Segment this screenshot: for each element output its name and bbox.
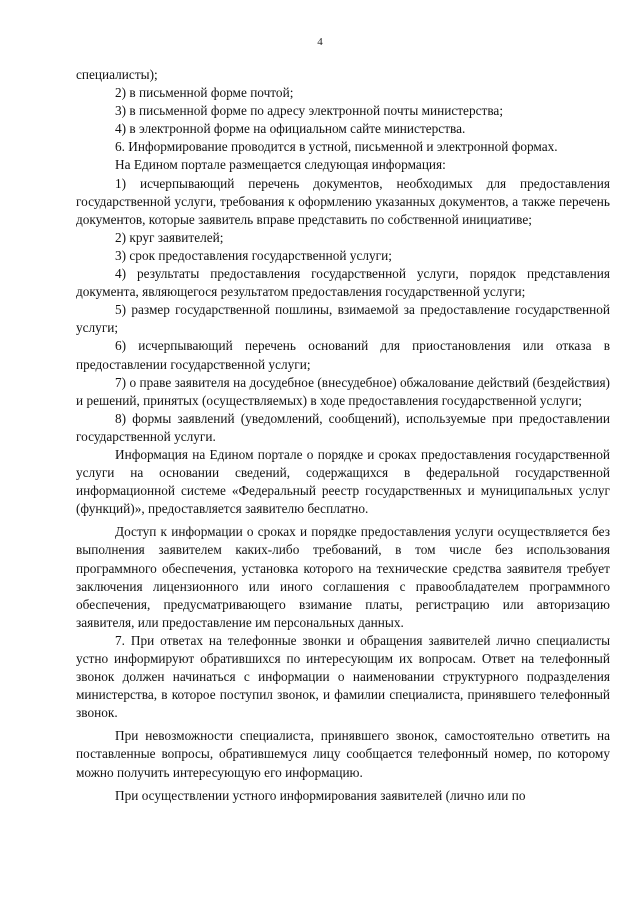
paragraph: 1) исчерпывающий перечень документов, необходимых для предоставления государственной услуги, требования к оформлению указанных документов, а также перечень документов, которые заявитель вправе представить по собственной инициативе;: [76, 175, 610, 227]
paragraph: На Едином портале размещается следующая информация:: [115, 157, 446, 173]
paragraph: 5) размер государственной пошлины, взимаемой за предоставление государственной услуги;: [76, 302, 610, 336]
paragraph: 4) в электронной форме на официальном сайте министерства.: [115, 121, 466, 137]
paragraph: Информация на Едином портале о порядке и сроках предоставления государственной услуги на основании сведений, содержащихся в федеральной государственной информационной системе «Федеральный реестр государственных и муниципальных услуг (функций)», предоставляется заявителю бесплатно.: [76, 446, 610, 517]
paragraph: 7) о праве заявителя на досудебное (внесудебное) обжалование действий (бездействия) и решений, принятых (осуществляемых) в ходе предоставления государственной услуги;: [76, 374, 610, 408]
paragraph: 3) в письменной форме по адресу электронной почты министерства;: [115, 103, 504, 119]
paragraph: 7. При ответах на телефонные звонки и обращения заявителей лично специалисты устно информируют обратившихся по интересующим их вопросам. Ответ на телефонный звонок должен начинаться с информации о наименовании структурного подразделения министерства, в которое поступил звонок, и фамилии специалиста, принявшего телефонный звонок.: [76, 632, 610, 721]
paragraph: Доступ к информации о сроках и порядке предоставления услуги осуществляется без выполнения заявителем каких-либо требований, в том числе без использования программного обеспечения, установка которого на технические средства заявителя требует заключения лицензионного или иного соглашения с правообладателем программного обеспечения, предусматривающего взимание платы, регистрацию или авторизацию заявителя, или предоставление им персональных данных.: [76, 524, 610, 630]
paragraph: При осуществлении устного информирования заявителей (лично или по: [115, 787, 526, 803]
paragraph: 3) срок предоставления государственной услуги;: [115, 247, 392, 263]
paragraph: 6. Информирование проводится в устной, письменной и электронной формах.: [115, 139, 558, 155]
paragraph: 2) в письменной форме почтой;: [115, 85, 294, 101]
paragraph: При невозможности специалиста, принявшего звонок, самостоятельно ответить на поставленные вопросы, обратившемуся лицу сообщается телефонный номер, по которому можно получить интересующую его информацию.: [76, 728, 610, 780]
body-text: [76, 66, 610, 805]
paragraph: 4) результаты предоставления государственной услуги, порядок представления документа, являющегося результатом предоставления государственной услуги;: [76, 266, 610, 300]
paragraph: специалисты);: [76, 67, 158, 82]
paragraph: 2) круг заявителей;: [115, 229, 224, 245]
page-number: 4: [317, 36, 323, 48]
paragraph: 8) формы заявлений (уведомлений, сообщений), используемые при предоставлении государственной услуги.: [76, 410, 610, 444]
paragraph: 6) исчерпывающий перечень оснований для приостановления или отказа в предоставлении государственной услуги;: [76, 338, 610, 372]
